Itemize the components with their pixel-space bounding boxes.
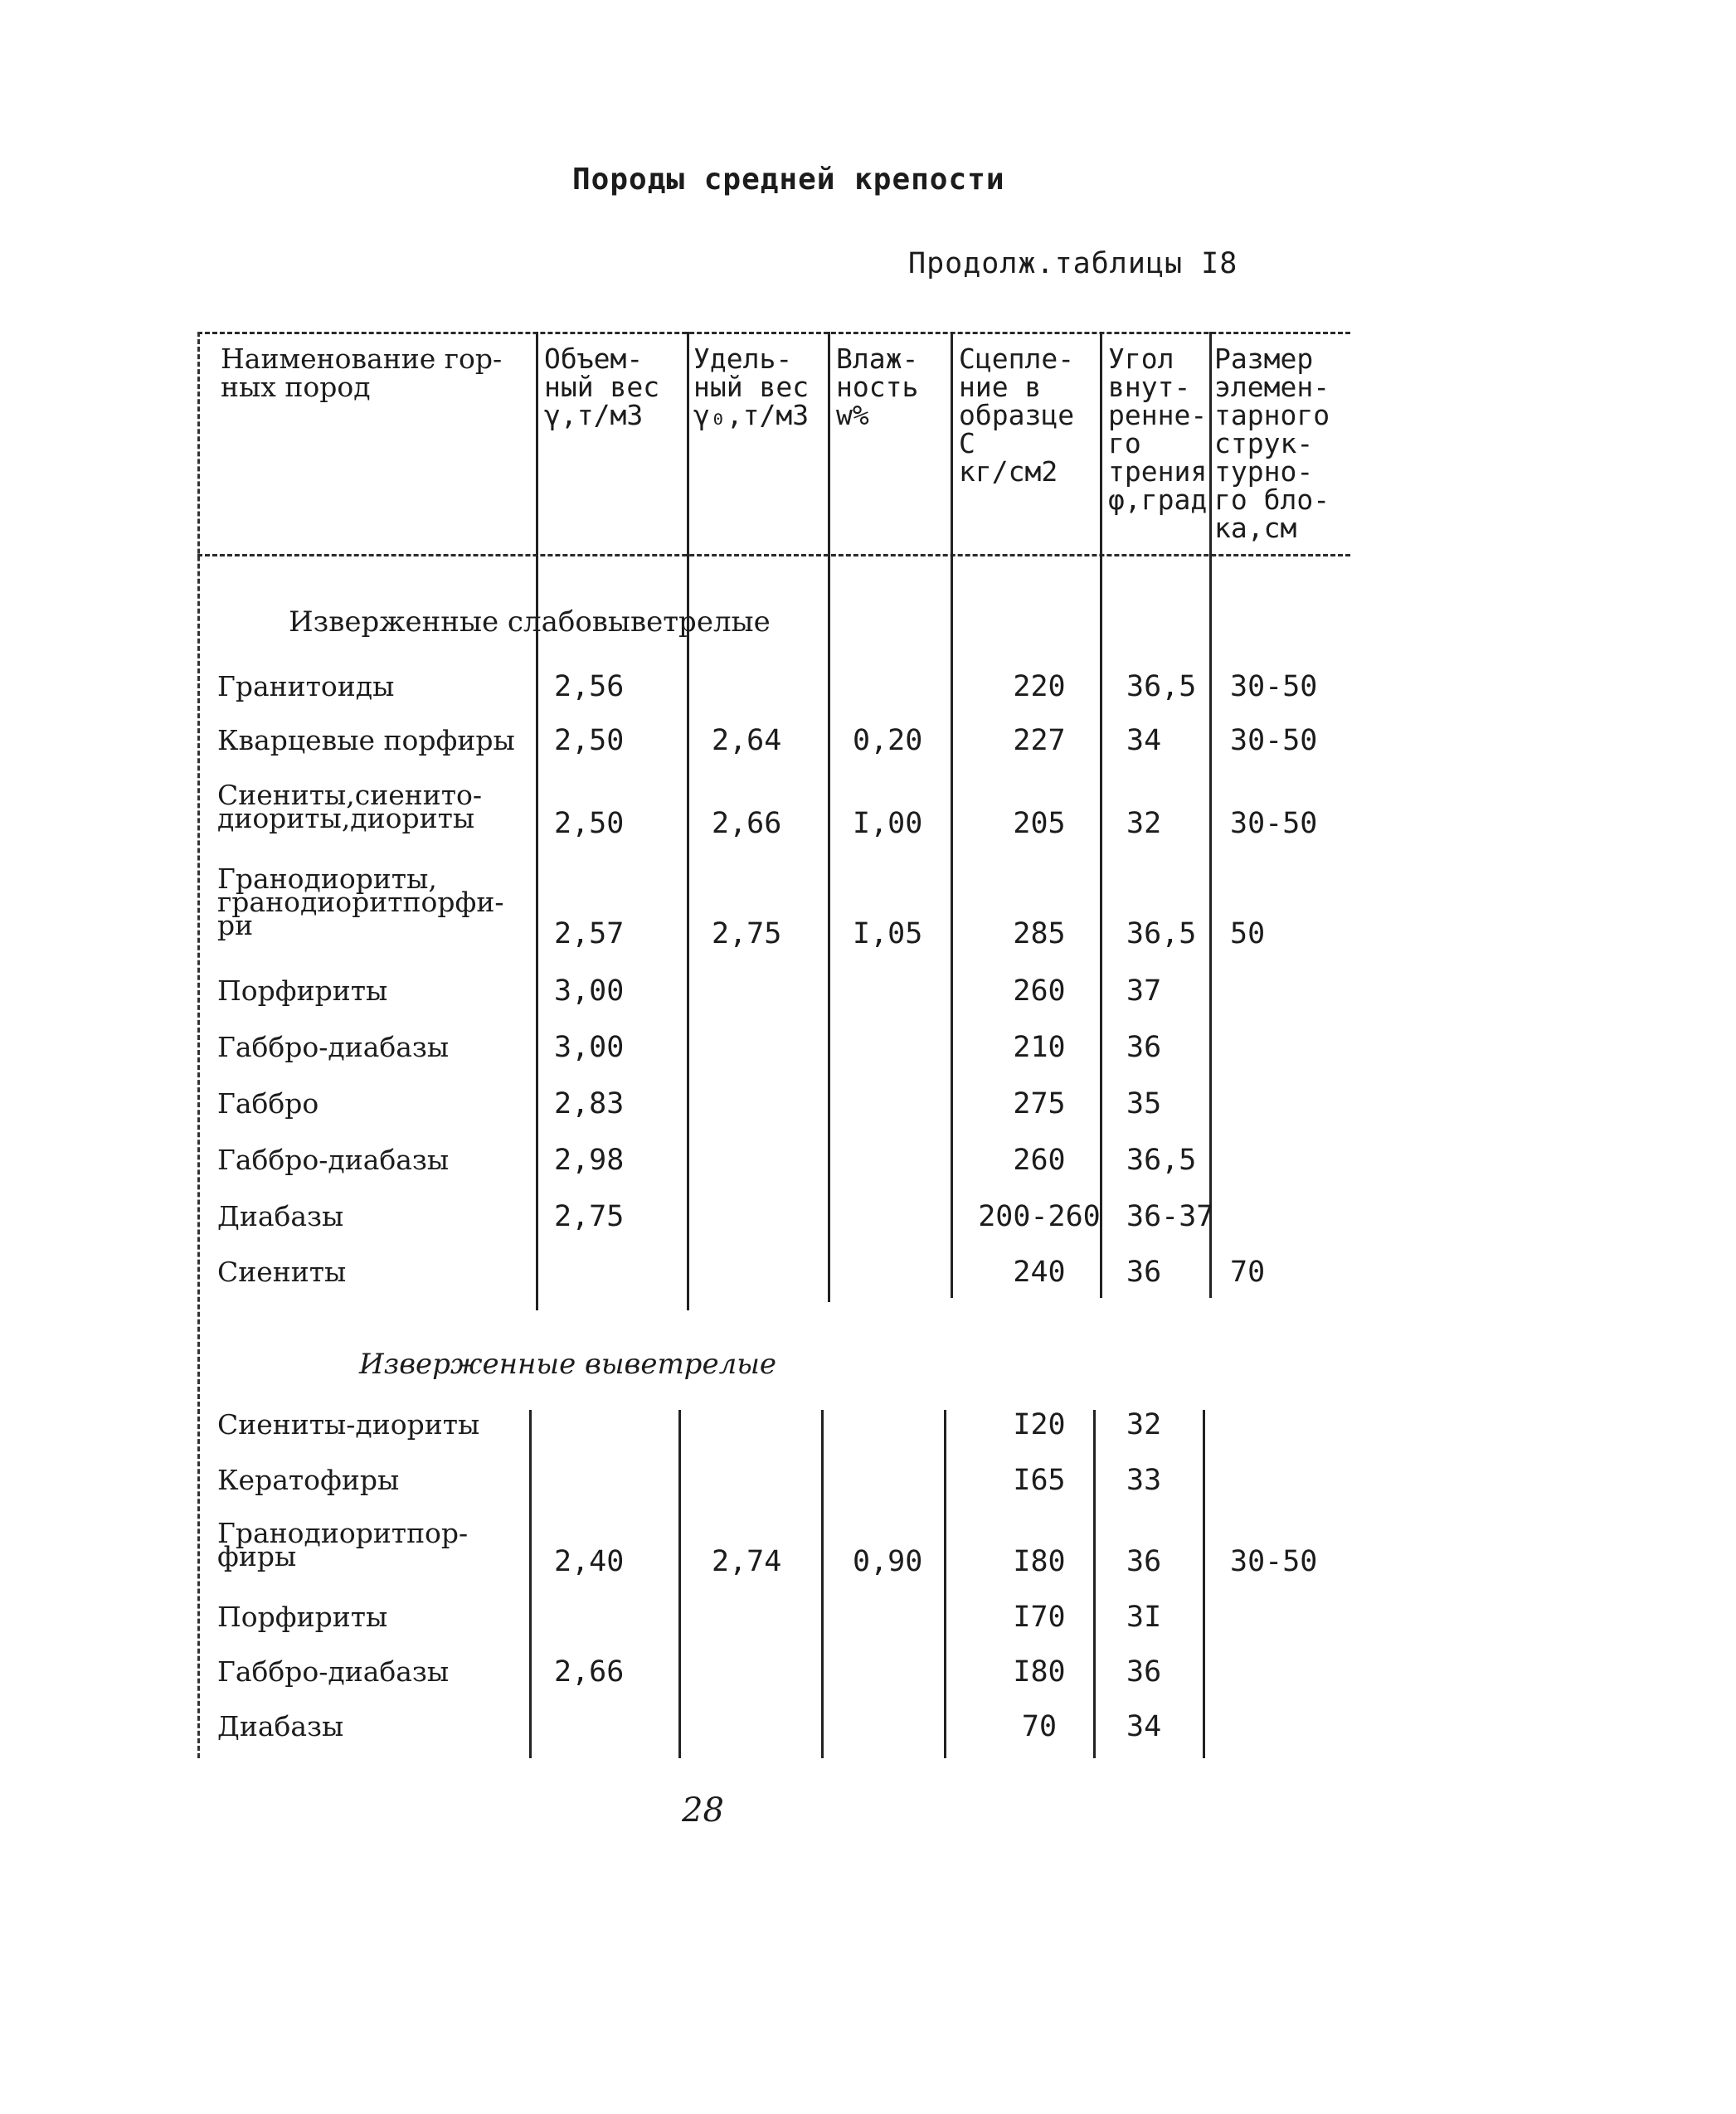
header-cohesion: Сцепле- ние в образце C кг/см2	[959, 343, 1075, 488]
page-number: 28	[682, 1791, 724, 1830]
table-continuation-label: Продолж.таблицы I8	[908, 247, 1238, 280]
friction-angle-value: 3I	[1126, 1601, 1162, 1634]
rock-name: Габбро-диабазы	[217, 1144, 450, 1176]
header-moisture: Влаж- ность w%	[836, 343, 919, 431]
block-size-value: 30-50	[1230, 670, 1318, 703]
rock-name: Порфириты	[217, 1601, 388, 1633]
header-bulk-density: Объем- ный вес γ,т/м3	[544, 343, 660, 431]
block-size-value: 70	[1230, 1256, 1266, 1289]
cohesion-value: 200-260	[978, 1200, 1101, 1233]
block-size-value: 50	[1230, 917, 1266, 950]
rock-name: Диабазы	[217, 1710, 344, 1742]
friction-angle-value: 36	[1126, 1031, 1162, 1064]
rock-name: Сиениты-диориты	[217, 1408, 480, 1441]
friction-angle-value: 34	[1126, 724, 1162, 757]
friction-angle-value: 32	[1126, 1408, 1162, 1441]
header-specific-gravity: Удель- ный вес γ₀,т/м3	[693, 343, 810, 431]
header-rock-name: Наименование гор- ных пород	[221, 343, 503, 403]
cohesion-value: I20	[1013, 1408, 1066, 1441]
cohesion-value: 210	[1013, 1031, 1066, 1064]
rock-name: Диабазы	[217, 1200, 344, 1232]
bulk-density-value: 3,00	[554, 974, 625, 1008]
friction-angle-value: 36,5	[1126, 1144, 1197, 1177]
column-divider	[536, 332, 538, 1310]
cohesion-value: 275	[1013, 1087, 1066, 1120]
moisture-value: 0,90	[853, 1545, 923, 1578]
friction-angle-value: 36	[1126, 1655, 1162, 1689]
table-left-border	[197, 332, 200, 1758]
bulk-density-value: 2,57	[554, 917, 625, 950]
bulk-density-value: 2,50	[554, 807, 625, 840]
friction-angle-value: 36	[1126, 1545, 1162, 1578]
rock-name: Габбро-диабазы	[217, 1655, 450, 1688]
moisture-value: 0,20	[853, 724, 923, 757]
column-divider	[944, 1410, 946, 1758]
rock-properties-table	[197, 332, 1350, 1758]
cohesion-value: I70	[1013, 1601, 1066, 1634]
column-divider	[951, 332, 953, 1298]
cohesion-value: 205	[1013, 807, 1066, 840]
cohesion-value: 70	[1021, 1710, 1058, 1743]
friction-angle-value: 36,5	[1126, 917, 1197, 950]
friction-angle-value: 33	[1126, 1464, 1162, 1497]
block-size-value: 30-50	[1230, 724, 1318, 757]
bulk-density-value: 2,56	[554, 670, 625, 703]
rock-name: Габбро-диабазы	[217, 1031, 450, 1063]
rock-name: Порфириты	[217, 974, 388, 1007]
block-size-value: 30-50	[1230, 807, 1318, 840]
bulk-density-value: 2,66	[554, 1655, 625, 1689]
column-divider	[1093, 1410, 1096, 1758]
cohesion-value: I80	[1013, 1655, 1066, 1689]
bulk-density-value: 2,40	[554, 1545, 625, 1578]
bulk-density-value: 2,98	[554, 1144, 625, 1177]
cohesion-value: I65	[1013, 1464, 1066, 1497]
friction-angle-value: 36-37	[1126, 1200, 1214, 1233]
section-title: Изверженные выветрелые	[359, 1348, 777, 1381]
column-divider	[687, 332, 689, 1310]
cohesion-value: 227	[1013, 724, 1066, 757]
bulk-density-value: 2,83	[554, 1087, 625, 1120]
rock-name: Гранитоиды	[217, 670, 395, 702]
friction-angle-value: 36,5	[1126, 670, 1197, 703]
specific-gravity-value: 2,64	[712, 724, 782, 757]
cohesion-value: 220	[1013, 670, 1066, 703]
rock-name: Гранодиоритпор- фиры	[217, 1517, 469, 1572]
column-divider	[529, 1410, 532, 1758]
cohesion-value: 240	[1013, 1256, 1066, 1289]
bulk-density-value: 3,00	[554, 1031, 625, 1064]
friction-angle-value: 35	[1126, 1087, 1162, 1120]
friction-angle-value: 37	[1126, 974, 1162, 1008]
block-size-value: 30-50	[1230, 1545, 1318, 1578]
page-title: Породы средней крепости	[572, 163, 1005, 197]
rock-name: Сиениты	[217, 1256, 347, 1288]
column-divider	[678, 1410, 681, 1758]
moisture-value: I,05	[853, 917, 923, 950]
column-divider	[828, 332, 830, 1302]
cohesion-value: 260	[1013, 974, 1066, 1008]
header-bottom-rule	[197, 554, 1350, 556]
rock-name: Кварцевые порфиры	[217, 724, 515, 756]
friction-angle-value: 36	[1126, 1256, 1162, 1289]
specific-gravity-value: 2,75	[712, 917, 782, 950]
section-title: Изверженные слабовыветрелые	[289, 605, 771, 639]
moisture-value: I,00	[853, 807, 923, 840]
cohesion-value: 285	[1013, 917, 1066, 950]
rock-name: Кератофиры	[217, 1464, 400, 1496]
column-divider	[1209, 332, 1212, 1298]
rock-name: Сиениты,сиенито- диориты,диориты	[217, 779, 483, 834]
cohesion-value: 260	[1013, 1144, 1066, 1177]
header-block-size: Размер элемен- тарного струк- турно- го бло- ка,см	[1214, 343, 1330, 544]
column-divider	[1203, 1410, 1205, 1758]
specific-gravity-value: 2,66	[712, 807, 782, 840]
specific-gravity-value: 2,74	[712, 1545, 782, 1578]
bulk-density-value: 2,50	[554, 724, 625, 757]
bulk-density-value: 2,75	[554, 1200, 625, 1233]
cohesion-value: I80	[1013, 1545, 1066, 1578]
rock-name: Габбро	[217, 1087, 319, 1120]
rock-name: Гранодиориты, гранодиоритпорфи- ри	[217, 863, 504, 941]
friction-angle-value: 34	[1126, 1710, 1162, 1743]
header-friction-angle: Угол внут- ренне- го трения φ,град	[1108, 343, 1208, 516]
table-top-rule	[197, 332, 1350, 334]
column-divider	[821, 1410, 824, 1758]
friction-angle-value: 32	[1126, 807, 1162, 840]
